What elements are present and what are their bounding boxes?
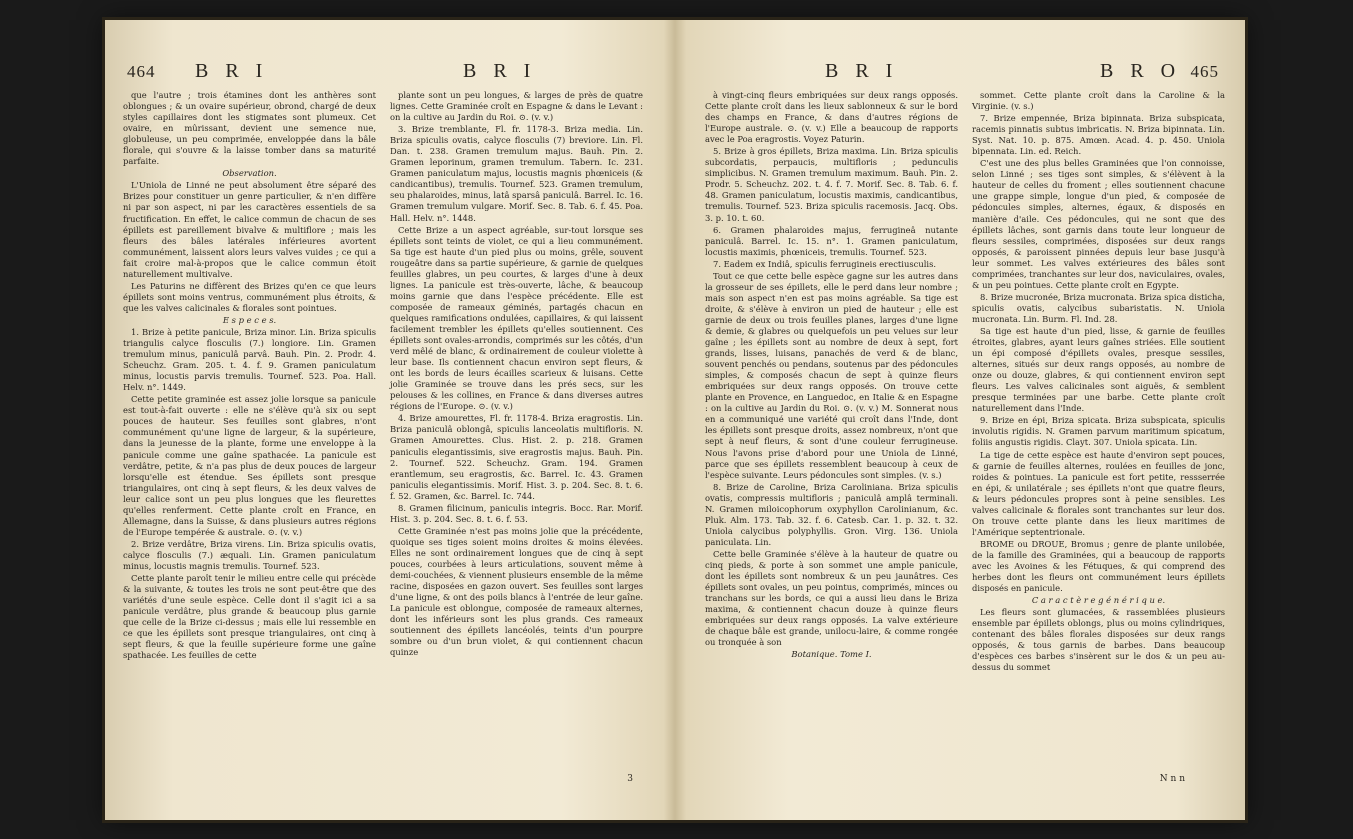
paragraph: 8. Brize mucronée, Briza mucronata. Briza spica disticha, spiculis ovatis, calycibus subaristatis. N. Uniola mucronata. Lin. Burm. Fl. Ind. 28.	[972, 291, 1225, 324]
text-column	[123, 90, 376, 662]
paragraph: Les fleurs sont glumacées, & rassemblées plusieurs ensemble par épillets oblongs, plus ou moins cylindriques, contenant des bâles florales disposées sur deux rangs opposés, & tous garnis de barbes. Dans beaucoup d'espèces ces barbes s'insèrent sur le dos & un peu au-dessus du sommet	[972, 607, 1225, 673]
signature-mark: N n n	[1159, 774, 1185, 784]
paragraph: plante sont un peu longues, & larges de près de quatre lignes. Cette Graminée croît en Espagne & dans le Levant : on la cultive au Jardin du Roi. ⊙. (v. v.)	[390, 90, 643, 123]
right-page	[705, 50, 1225, 790]
footer-title: Botanique. Tome I.	[791, 649, 872, 660]
paragraph: Sa tige est haute d'un pied, lisse, & garnie de feuilles étroites, glabres, ayant leurs gaînes striées. Elle soutient un épi composé d'épillets ovales, presque sessiles, alternes, situés sur deux rangs opposés, au nombre de onze ou douze, glabres, & qui contiennent environ sept fleurs. Les valves calicinales sont aiguës, & semblent presque terminées par une barbe. Cette plante croît naturellement dans l'Inde.	[972, 325, 1225, 414]
paragraph: 1. Brize à petite panicule, Briza minor. Lin. Briza spiculis triangulis calyce flosculis (7.) longiore. Lin. Gramen tremulum minus, paniculâ parvâ. Bauh. Pin. 2. Prodr. 4. Scheuchz. Gram. 205. t. 4. f. 9. Gramen paniculatum minus, locustis parvis tremulis. Tournef. 523. Poa. Hall. Helv. n°. 1449.	[123, 326, 376, 393]
section-heading: C a r a c t è r e g é n é r i q u e.	[1031, 595, 1166, 606]
paragraph: Tout ce que cette belle espèce gagne sur les autres dans la grosseur de ses épillets, elle le perd dans leur nombre ; mais son aspect n'en est pas moins agréable. Sa tige est droite, & s'élève à environ un pied de hauteur ; elle est garnie de deux ou trois feuilles planes, larges d'une ligne & demie, & glabres ou quelquefois un peu velues sur leur gaîne ; les épillets sont au nombre de deux à sept, fort grands, lisses, luisans, panachés de verd & de blanc, souvent penchés ou pendans, soutenus par des pédoncules simples, & composés chacun de sept à quinze fleurs embriquées sur deux rangs opposés. On trouve cette plante en Provence, en Languedoc, en Italie & en Espagne : on la cultive au Jardin du Roi. ⊙. (v. v.) M. Sonnerat nous en a communiqué une variété qui croît dans l'Inde, dont les épillets sont presque droits, assez nombreux, n'ont que sept à neuf fleurs, & sont d'une couleur ferrugineuse. Nous l'avons prise d'abord pour une Uniola de Linné, parce que ses épillets ressemblent beaucoup à ceux de l'espèce suivante. Leurs pédoncules sont simples. (v. s.)	[705, 270, 958, 480]
paragraph: BROME ou DROUE, Bromus ; genre de plante unilobée, de la famille des Graminées, qui a beaucoup de rapports avec les Avoines & les Fétuques, & qui comprend des herbes dont les fleurs ont communément leurs épillets disposés en panicule.	[972, 538, 1225, 594]
paragraph: L'Uniola de Linné ne peut absolument être séparé des Brizes pour constituer un genre particulier, & n'en diffère ni par son aspect, ni par les caractères essentiels de sa fructification. En effet, le calice commun de chacun de ses épillets est pareillement bivalve & multiflore ; mais les fleurs des bâles latérales inférieures avortent communément, laissent alors leurs valves vuides ; ce qui a fait croire mal-à-propos que le calice commun étoit naturellement multivalve.	[123, 180, 376, 279]
paragraph: C'est une des plus belles Graminées que l'on connoisse, selon Linné ; ses tiges sont simples, & s'élèvent à la hauteur de celles du froment ; elles soutiennent chacune une grappe simple, longue d'un pied, & composée de pédoncules simples, alternes, égaux, & disposés en manière d'aile. Ces pédoncules, qui ne sont que des épillets lâches, sont garnis dans toute leur longueur de fleurs sessiles, comprimées, disposées sur deux rangs opposés, & paroissent pinnées depuis leur base jusqu'à leur sommet. Les valves extérieures des bâles sont comprimées, tranchantes sur leur dos, naviculaires, ovales, & un peu pointues. Cette plante croît en Egypte.	[972, 158, 1225, 290]
running-title: B R I	[825, 60, 899, 82]
paragraph: La tige de cette espèce est haute d'environ sept pouces, & garnie de feuilles alternes, roulées en feuilles de jonc, roides & pointues. La panicule est fort petite, ressserrée en épi, & unilatérale ; ses épillets n'ont que quatre fleurs, & leurs pédoncules propres sont à peine sensibles. Les valves calicinale & florales sont tranchantes sur leur dos. On trouve cette plante dans les lieux maritimes de l'Amérique septentrionale.	[972, 449, 1225, 537]
running-title: B R O	[1100, 60, 1182, 82]
page-number: 465	[1190, 62, 1219, 81]
paragraph: 5. Brize à gros épillets, Briza maxima. Lin. Briza spiculis subcordatis, perpaucis, multifloris ; pedunculis simplicibus. N. Gramen tremulum maximum. Bauh. Pin. 2. Prodr. 5. Scheuchz. 202. t. 4. f. 7. Morif. Sec. 8. Tab. 6. f. 48. Gramen paniculatum, locustis maximis, candicantibus, tremulis. Tournef. 523. Briza spiculis racemosis. Jacq. Obs. 3. p. 10. t. 60.	[705, 146, 958, 223]
paragraph: Cette Graminée n'est pas moins jolie que la précédente, quoique ses tiges soient moins droites & moins élevées. Elles ne sont ordinairement longues que de cinq à sept pouces, courbées à leurs articulations, souvent même à demi-couchées, & viennent plusieurs ensemble de la même racine, disposées en gazon ouvert. Ses feuilles sont larges d'une ligne, & ont des poils blancs à l'entrée de leur gaîne. La panicule est oblongue, composée de rameaux alternes, dont les inférieurs sont les plus grands. Ces rameaux soutiennent des épillets lancéolés, teints d'un pourpre sombre ou d'un brun violet, & qui contiennent chacun quinze	[390, 525, 643, 658]
paragraph: 8. Gramen filicinum, paniculis integris. Bocc. Rar. Morif. Hist. 3. p. 204. Sec. 8. t. 6. f. 53.	[390, 502, 643, 524]
signature-mark: 3	[627, 774, 633, 784]
page-number: 464	[127, 62, 156, 81]
paragraph: 9. Brize en épi, Briza spicata. Briza subspicata, spiculis involutis rigidis. N. Gramen parvum maritimum spicatum, foliis angustis rigidis. Clayt. 307. Uniola spicata. Lin.	[972, 415, 1225, 448]
book-spread	[105, 20, 1245, 820]
paragraph: que l'autre ; trois étamines dont les anthères sont oblongues ; & un ovaire supérieur, obrond, chargé de deux styles capillaires dont les stigmates sont plumeux. Cet ovaire, en mûrissant, devient une semence nue, globuleuse, un peu comprimée, enveloppée dans la bâle florale, qui s'ouvre & la laisse tomber dans sa maturité parfaite.	[123, 90, 376, 167]
text-column	[705, 90, 958, 674]
running-title: B R I	[195, 60, 269, 82]
paragraph: à vingt-cinq fleurs embriquées sur deux rangs opposés. Cette plante croît dans les lieux sablonneux & sur le bord des champs en France, & dans d'autres régions de l'Europe australe. ⊙. (v. v.) Elle a beaucoup de rapports avec le Poa eragrostis. Voyez Paturin.	[705, 90, 958, 145]
running-head	[705, 50, 1225, 90]
running-title: B R I	[463, 60, 537, 82]
paragraph: Cette petite graminée est assez jolie lorsque sa panicule est tout-à-fait ouverte : elle ne s'élève qu'à six ou sept pouces de hauteur. Ses feuilles sont glabres, n'ont communément qu'une ligne de largeur, & la supérieure, dans la jeunesse de la plante, forme une enveloppe à la panicule comme une gaîne spathacée. La panicule est verdâtre, petite, & n'a pas plus de deux pouces de largeur lorsqu'elle est étendue. Ses épillets sont presque triangulaires, ont cinq à sept fleurs, & les deux valves de leur calice sont un peu plus longues que les fleurettes qu'elles renferment. Cette plante croît en France, en Allemagne, dans la Suisse, & dans plusieurs autres régions de l'Europe tempérée & australe. ⊙. (v. v.)	[123, 394, 376, 537]
paragraph: Cette belle Graminée s'élève à la hauteur de quatre ou cinq pieds, & porte à son sommet une ample panicule, dont les épillets sont nombreux & un peu jaunâtres. Ces épillets sont ovales, un peu pointus, comprimés, minces ou tranchans sur les bords, ce qui a aussi lieu dans le Briza maxima, & contiennent chacun douze à quinze fleurs embriquées sur deux rangs opposés. La valve extérieure de chaque bâle est grande, unilocu-laire, & comme rongée ou tronquée à son	[705, 548, 958, 648]
section-heading: Observation.	[222, 168, 277, 179]
section-heading: E s p e c e s.	[222, 314, 277, 325]
paragraph: Cette plante paroît tenir le milieu entre celle qui précède & la suivante, & toutes les trois ne sont peut-être que des variétés d'une seule espèce. Celle dont il s'agit ici a sa panicule verdâtre, plus grande & beaucoup plus garnie que celle de la Brize ci-dessus ; mais elle lui ressemble en ce que les épillets sont presque triangulaires, ont cinq à sept fleurs, & que la feuille supérieure forme une gaîne spathacée. Les feuilles de cette	[123, 573, 376, 661]
paragraph: 7. Eadem ex Indiâ, spiculis ferrugineis erectiusculis.	[713, 258, 937, 269]
paragraph: 2. Brize verdâtre, Briza virens. Lin. Briza spiculis ovatis, calyce flosculis (7.) æquali. Lin. Gramen paniculatum minus, locustis magnis tremulis. Tournef. 523.	[123, 538, 376, 571]
paragraph: 7. Brize empennée, Briza bipinnata. Briza subspicata, racemis pinnatis subtus imbricatis. N. Briza bipinnata. Lin. Syst. Nat. 10. p. 875. Amœn. Acad. 4. p. 450. Uniola bipennata. Lin. ed. Reich.	[972, 113, 1225, 157]
running-head	[123, 50, 643, 90]
paragraph: 4. Brize amourettes, Fl. fr. 1178-4. Briza eragrostis. Lin. Briza paniculâ oblongâ, spiculis lanceolatis multifloris. N. Gramen Amourettes. Clus. Hist. 2. p. 218. Gramen paniculis elegantissimis, sive eragrostis majus. Bauh. Pin. 2. Tournef. 522. Scheuchz. Gram. 194. Gramen erantlemum, seu eragrostis, &c. Barrel. Ic. 43. Gramen paniculis elegantissimis. Morif. Hist. 3. p. 204. Sec. 8. t. 6. f. 52. Gramen, &c. Barrel. Ic. 744.	[390, 413, 643, 501]
paragraph: sommet. Cette plante croît dans la Caroline & la Virginie. (v. s.)	[972, 90, 1225, 112]
paragraph: 6. Gramen phalaroides majus, ferrugineâ nutante paniculâ. Barrel. Ic. 15. n°. 1. Gramen paniculatum, locustis maximis, phœniceis, tremulis. Tournef. 523.	[705, 224, 958, 257]
text-column	[390, 90, 643, 662]
paragraph: 3. Brize tremblante, Fl. fr. 1178-3. Briza media. Lin. Briza spiculis ovatis, calyce flosculis (7) breviore. Lin. Fl. Dan. t. 238. Gramen tremulum majus. Bauh. Pin. 2. Gramen leporinum, gramen tremulum. Tabern. Ic. 231. Gramen paniculatum majus, locustis magnis phœniceis (& candicantibus), tremulis. Tournef. 523. Gramen tremulum, seu phalaroides, minus, latâ sparsâ paniculâ. Barrel. Ic. 16. Gramen tremulum vulgare. Morif. Sec. 8. Tab. 6. f. 45. Poa. Hall. Helv. n°. 1448.	[390, 124, 643, 223]
paragraph: Les Paturins ne diffèrent des Brizes qu'en ce que leurs épillets sont moins ventrus, communément plus étroits, & que les valves calicinales & florales sont pointues.	[123, 280, 376, 313]
left-page	[123, 50, 643, 790]
paragraph: Cette Brize a un aspect agréable, sur-tout lorsque ses épillets sont teints de violet, ce qui a lieu communément. Sa tige est haute d'un pied plus ou moins, grêle, souvent rougeâtre dans sa partie supérieure, & garnie de quelques feuilles glabres, un peu courtes, & larges d'une à deux lignes. La panicule est très-ouverte, lâche, & beaucoup moins garnie que dans l'espèce précédente. Elle est composée de rameaux géminés, partagés chacun en quelques ramifications ondulées, capillaires, & qui laissent facilement trembler les épillets qu'elles soutiennent. Ces épillets sont ovales-arrondis, comprimés sur les côtés, d'un verd mêlé de blanc, & ordinairement de couleur violette à leur base. Ils contiennent chacun environ sept fleurs, & ont les bords de leurs écailles scarieux & luisans. Cette jolie Graminée se trouve dans les prés secs, sur les pelouses & les collines, en France & dans diverses autres régions de l'Europe. ⊙. (v. v.)	[390, 224, 643, 412]
text-column	[972, 90, 1225, 674]
paragraph: 8. Brize de Caroline, Briza Caroliniana. Briza spiculis ovatis, compressis multifloris ; paniculâ amplâ terminali. N. Gramen miloicophorum oxyphyllon Carolinianum, &c. Pluk. Alm. 173. Tab. 32. f. 6. Catesb. Car. 1. p. 32. t. 32. Uniola calycibus polyphyllis. Gron. Virg. 136. Uniola paniculata. Lin.	[705, 481, 958, 547]
